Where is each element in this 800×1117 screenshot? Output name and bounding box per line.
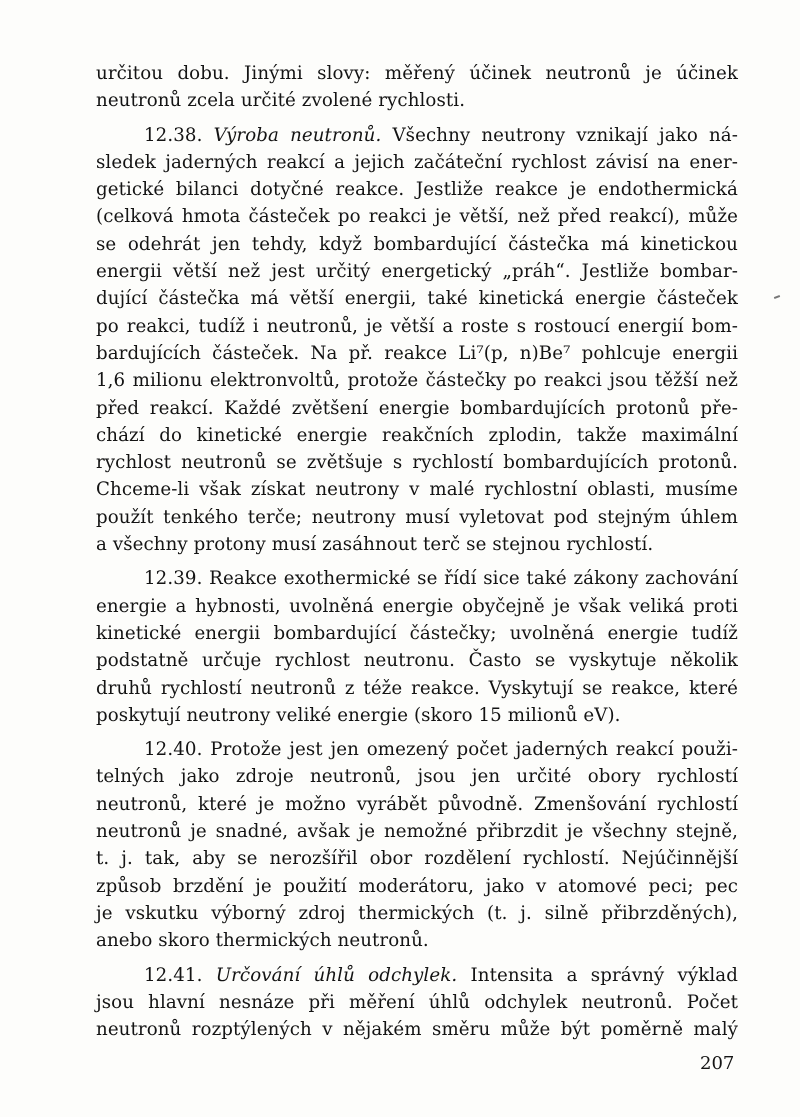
section-heading: Výroba neutronů.	[213, 124, 382, 146]
text-line-first	[96, 122, 738, 149]
text-line: neutronů zcela určité zvolené rychlosti.	[96, 90, 466, 112]
section-number: 12.41.	[144, 964, 203, 986]
text-line: poskytují neutrony veliké energie (skoro 15 milionů eV).	[96, 704, 621, 726]
text-line: getické bilanci dotyčné reakce. Jestliže reakce je endothermická	[96, 179, 738, 201]
text-line: sledek jaderných reakcí a jejich začáteční rychlost závisí na ener-	[96, 151, 738, 173]
text-line: druhů rychlostí neutronů z téže reakce. Vyskytují se reakce, které	[96, 677, 738, 699]
text-line: před reakcí. Každé zvětšení energie bombardujících protonů pře-	[96, 397, 738, 419]
text-line: použít tenkého terče; neutrony musí vyletovat pod stejným úhlem	[96, 506, 738, 528]
text-line: rychlost neutronů se zvětšuje s rychlostí bombardujících protonů.	[96, 452, 738, 474]
text-line: 1,6 milionu elektronvoltů, protože částečky po reakci jsou těžší než	[96, 370, 738, 392]
section-number: 12.39.	[144, 568, 203, 590]
text-line-content: Intensita a správný výklad	[470, 964, 738, 986]
paragraph-12-41	[96, 962, 738, 1044]
text-line: t. j. tak, aby se nerozšířil obor rozdělení rychlostí. Nejúčinnější	[96, 848, 738, 870]
page-number: 207	[700, 1053, 735, 1074]
text-line: jsou hlavní nesnáze při měření úhlů odchylek neutronů. Počet	[96, 991, 738, 1013]
paragraph-12-40	[96, 736, 738, 954]
text-line: telných jako zdroje neutronů, jsou jen určité obory rychlostí	[96, 766, 738, 788]
text-line: Chceme-li však získat neutrony v malé rychlostní oblasti, musíme	[96, 479, 738, 501]
text-line: chází do kinetické energie reakčních zplodin, takže maximální	[96, 424, 738, 446]
text-line-first	[96, 962, 738, 989]
paragraph-12-38	[96, 122, 738, 559]
text-line: podstatně určuje rychlost neutronu. Často se vyskytuje několik	[96, 650, 738, 672]
section-number: 12.40.	[144, 739, 203, 761]
paragraph-continuation	[96, 60, 738, 115]
text-line: dující částečka má větší energii, také kinetická energie částeček	[96, 288, 738, 310]
text-line: (celková hmota částeček po reakci je větší, než před reakcí), může	[96, 206, 738, 228]
scan-speck	[774, 295, 780, 299]
text-line-first	[96, 565, 738, 592]
text-line: se odehrát jen tehdy, když bombardující částečka má kinetickou	[96, 233, 738, 255]
text-line-content: Protože jest jen omezený počet jaderných reakcí použi-	[210, 739, 738, 761]
body-text	[96, 60, 738, 1050]
text-line-content: Všechny neutrony vznikají jako ná-	[392, 124, 738, 146]
text-line: určitou dobu. Jinými slovy: měřený účinek neutronů je účinek	[96, 63, 738, 84]
text-line-first	[96, 736, 738, 763]
text-line: neutronů rozptýlených v nějakém směru může být poměrně malý	[96, 1019, 738, 1041]
text-line: neutronů je snadné, avšak je nemožné přibrzdit je všechny stejně,	[96, 821, 738, 843]
paragraph-12-39	[96, 565, 738, 729]
text-line: anebo skoro thermických neutronů.	[96, 930, 429, 952]
text-line: a všechny protony musí zasáhnout terč se stejnou rychlostí.	[96, 534, 654, 556]
text-line: je vskutku výborný zdroj thermických (t. j. silně přibrzděných),	[96, 902, 738, 924]
section-heading: Určování úhlů odchylek.	[215, 964, 458, 986]
text-line-content: Reakce exothermické se řídí sice také zákony zachování	[209, 568, 738, 590]
text-line: neutronů, které je možno vyrábět původně. Zmenšování rychlostí	[96, 793, 738, 815]
text-line: energie a hybnosti, uvolněná energie obyčejně je však veliká proti	[96, 595, 738, 617]
section-number: 12.38.	[144, 124, 203, 146]
text-line: po reakci, tudíž i neutronů, je větší a roste s rostoucí energií bom-	[96, 315, 738, 337]
text-line: způsob brzdění je použití moderátoru, jako v atomové peci; pec	[96, 875, 738, 897]
text-line: bardujících částeček. Na př. reakce Li⁷(p, n)Be⁷ pohlcuje energii	[96, 342, 738, 364]
text-line: energii větší než jest určitý energetický „práh“. Jestliže bombar-	[96, 261, 738, 283]
text-line: kinetické energii bombardující částečky; uvolněná energie tudíž	[96, 622, 738, 644]
